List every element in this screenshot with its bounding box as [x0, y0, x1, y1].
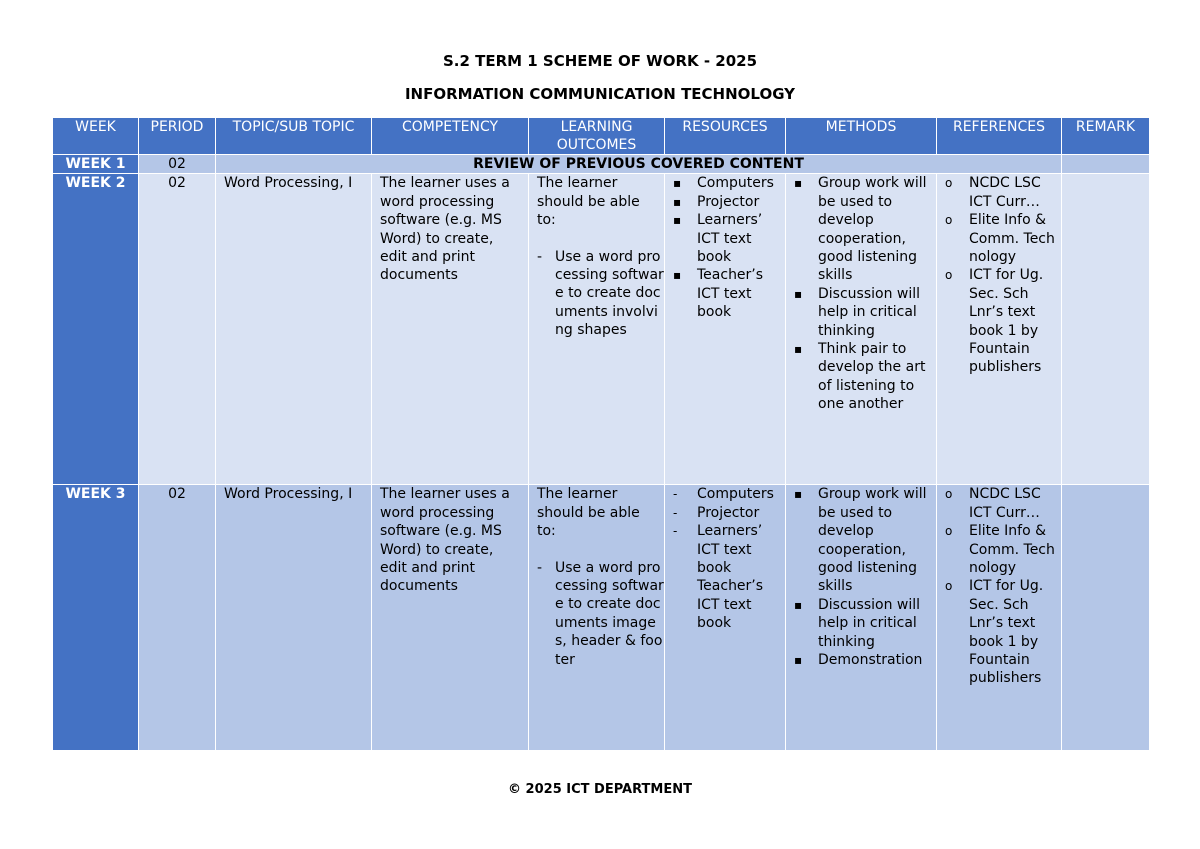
outcome-item: - Use a word processing software to create documents involving shapes: [537, 248, 664, 339]
list-item: ▪ Learners’ ICT text book: [673, 212, 763, 266]
period-cell: 02: [139, 485, 216, 751]
outcomes-cell: [529, 485, 665, 751]
header-row: [53, 118, 1150, 155]
header-resources: RESOURCES: [665, 118, 786, 155]
week-cell: WEEK 1: [53, 155, 139, 174]
remark-cell: [1062, 174, 1150, 485]
table-row: [53, 174, 1150, 485]
list-item: ▪ Discussion will help in critical thinking: [794, 596, 921, 650]
header-learning-outcomes: LEARNING OUTCOMES: [529, 118, 665, 155]
outcome-item: - Use a word processing software to create documents images, header & footer: [537, 559, 664, 668]
header-competency: COMPETENCY: [372, 118, 529, 155]
week-cell: WEEK 2: [53, 174, 139, 485]
table-row: [53, 485, 1150, 751]
resources-cell: [665, 174, 786, 485]
list-item: ▪ Computers: [673, 175, 774, 192]
period-cell: 02: [139, 155, 216, 174]
competency-cell: The learner uses a word processing software (e.g. MS Word) to create, edit and print documents: [372, 485, 529, 751]
list-item: ▪ Think pair to develop the art of listening to one another: [794, 341, 926, 413]
list-item: - Computers: [673, 486, 774, 503]
list-item: o NCDC LSC ICT Curr…: [945, 486, 1041, 521]
outcome-intro: The learner should be able to:: [537, 175, 640, 229]
header-topic: TOPIC/SUB TOPIC: [216, 118, 372, 155]
list-item: o ICT for Ug. Sec. Sch Lnr’s text book 1 by Fountain publishers: [945, 267, 1044, 376]
resources-cell: [665, 485, 786, 751]
list-item: ▪ Demonstration: [794, 652, 923, 669]
header-remark: REMARK: [1062, 118, 1150, 155]
review-cell: REVIEW OF PREVIOUS COVERED CONTENT: [216, 155, 1062, 174]
list-item: ▪ Discussion will help in critical thinking: [794, 285, 921, 339]
outcome-intro: The learner should be able to:: [537, 486, 640, 540]
competency-cell: The learner uses a word processing software (e.g. MS Word) to create, edit and print documents: [372, 174, 529, 485]
list-item: - Projector: [673, 504, 760, 521]
list-item: ▪ Projector: [673, 193, 760, 210]
list-item: o Elite Info & Comm. Technology: [945, 523, 1055, 577]
scheme-of-work-table: [52, 117, 1150, 751]
list-item: o Elite Info & Comm. Technology: [945, 212, 1055, 266]
header-methods: METHODS: [786, 118, 937, 155]
methods-cell: [786, 174, 937, 485]
subject-title: INFORMATION COMMUNICATION TECHNOLOGY: [404, 85, 796, 103]
list-item: ▪ Group work will be used to develop cooperation, good listening skills: [794, 175, 927, 284]
remark-cell: [1062, 155, 1150, 174]
list-item: - Learners’ ICT text book: [673, 523, 763, 577]
list-item: o NCDC LSC ICT Curr…: [945, 175, 1041, 210]
week-cell: WEEK 3: [53, 485, 139, 751]
footer-copyright: © 2025 ICT DEPARTMENT: [508, 782, 692, 797]
topic-cell: Word Processing, I: [216, 485, 372, 751]
references-cell: [937, 174, 1062, 485]
references-cell: [937, 485, 1062, 751]
header-period: PERIOD: [139, 118, 216, 155]
methods-cell: [786, 485, 937, 751]
header-references: REFERENCES: [937, 118, 1062, 155]
list-item: ▪ Group work will be used to develop cooperation, good listening skills: [794, 486, 927, 595]
list-item: o ICT for Ug. Sec. Sch Lnr’s text book 1 by Fountain publishers: [945, 578, 1044, 687]
list-item: ▪ Teacher’s ICT text book: [673, 267, 764, 321]
list-item: Teacher’s ICT text book: [697, 578, 764, 632]
document-title: S.2 TERM 1 SCHEME OF WORK - 2025: [442, 52, 758, 70]
period-cell: 02: [139, 174, 216, 485]
header-week: WEEK: [53, 118, 139, 155]
table-row: [53, 155, 1150, 174]
remark-cell: [1062, 485, 1150, 751]
topic-cell: Word Processing, I: [216, 174, 372, 485]
outcomes-cell: [529, 174, 665, 485]
